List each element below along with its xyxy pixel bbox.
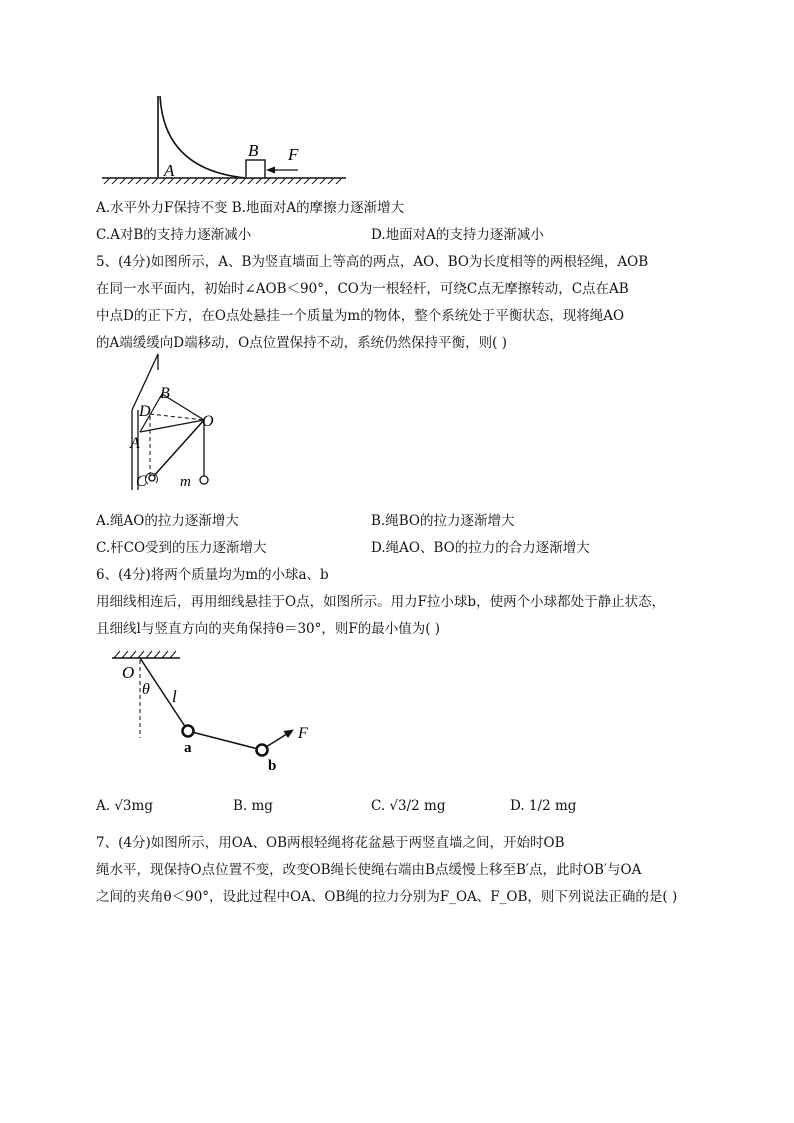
q6-option-a: A. √3mg (96, 798, 153, 814)
q6-option-b: B. mg (233, 798, 273, 814)
q5-figure (118, 350, 228, 498)
q4-label-f: F (288, 145, 299, 164)
q6-figure (108, 646, 328, 776)
q5-label-c: C (136, 473, 147, 490)
q6-label-a: a (184, 740, 192, 756)
q6-label-theta: θ (142, 681, 150, 698)
q5-stem-line4: 的A端缓缓向D端移动，O点位置保持不动，系统仍然保持平衡，则( ) (96, 335, 507, 351)
q4-label-b: B (248, 141, 259, 160)
q6-option-d: D. 1/2 mg (510, 798, 577, 814)
q4-label-a: A (164, 161, 175, 180)
q7-stem-line3: 之间的夹角θ＜90°，设此过程中OA、OB绳的拉力分别为F_OA、F_OB，则下列说法正确的是( ) (96, 889, 678, 905)
q7-stem-line1: 7、(4分)如图所示，用OA、OB两根轻绳将花盆悬于两竖直墙之间，开始时OB (96, 835, 565, 851)
q5-stem-line3: 中点D的正下方，在O点处悬挂一个质量为m的物体，整个系统处于平衡状态，现将绳AO (96, 308, 625, 324)
q5-label-m: m (180, 474, 191, 490)
q5-option-d: D.绳AO、BO的拉力的合力逐渐增大 (371, 540, 590, 556)
q6-stem-line1: 6、(4分)将两个质量均为m的小球a、b (96, 567, 329, 583)
q4-option-ab: A.水平外力F保持不变 B.地面对A的摩擦力逐渐增大 (96, 200, 405, 216)
q5-label-b: B (160, 385, 170, 402)
q6-label-b: b (268, 758, 277, 774)
q5-label-a: A (130, 435, 140, 452)
q6-label-o: O (122, 663, 135, 682)
q5-option-c: C.杆CO受到的压力逐渐增大 (96, 540, 267, 556)
q6-label-l: l (172, 687, 177, 706)
q5-option-b: B.绳BO的拉力逐渐增大 (371, 513, 515, 529)
q6-stem-line2: 用细线相连后，再用细线悬挂于O点，如图所示。用力F拉小球b，使两个小球都处于静止状态， (96, 594, 666, 610)
q5-stem-line2: 在同一水平面内，初始时∠AOB＜90°，CO为一根轻杆，可绕C点无摩擦转动，C点在AB (96, 281, 629, 297)
q5-label-o: O (202, 413, 214, 430)
q5-option-a: A.绳AO的拉力逐渐增大 (96, 513, 239, 529)
q4-option-c: C.A对B的支持力逐渐减小 (96, 227, 252, 243)
q6-stem-line3: 且细线l与竖直方向的夹角保持θ＝30°，则F的最小值为( ) (96, 621, 441, 637)
q6-label-f: F (298, 725, 308, 742)
q5-stem-line1: 5、(4分)如图所示，A、B为竖直墙面上等高的两点，AO、BO为长度相等的两根轻绳，AOB (96, 254, 649, 270)
q7-stem-line2: 绳水平，现保持O点位置不变，改变OB绳长使绳右端由B点缓慢上移至B′点，此时OB′与OA (96, 862, 642, 878)
q6-option-c: C. √3/2 mg (371, 798, 446, 814)
q4-option-d: D.地面对A的支持力逐渐减小 (371, 227, 544, 243)
q4-figure (98, 92, 350, 188)
q5-label-d: D (139, 403, 151, 420)
